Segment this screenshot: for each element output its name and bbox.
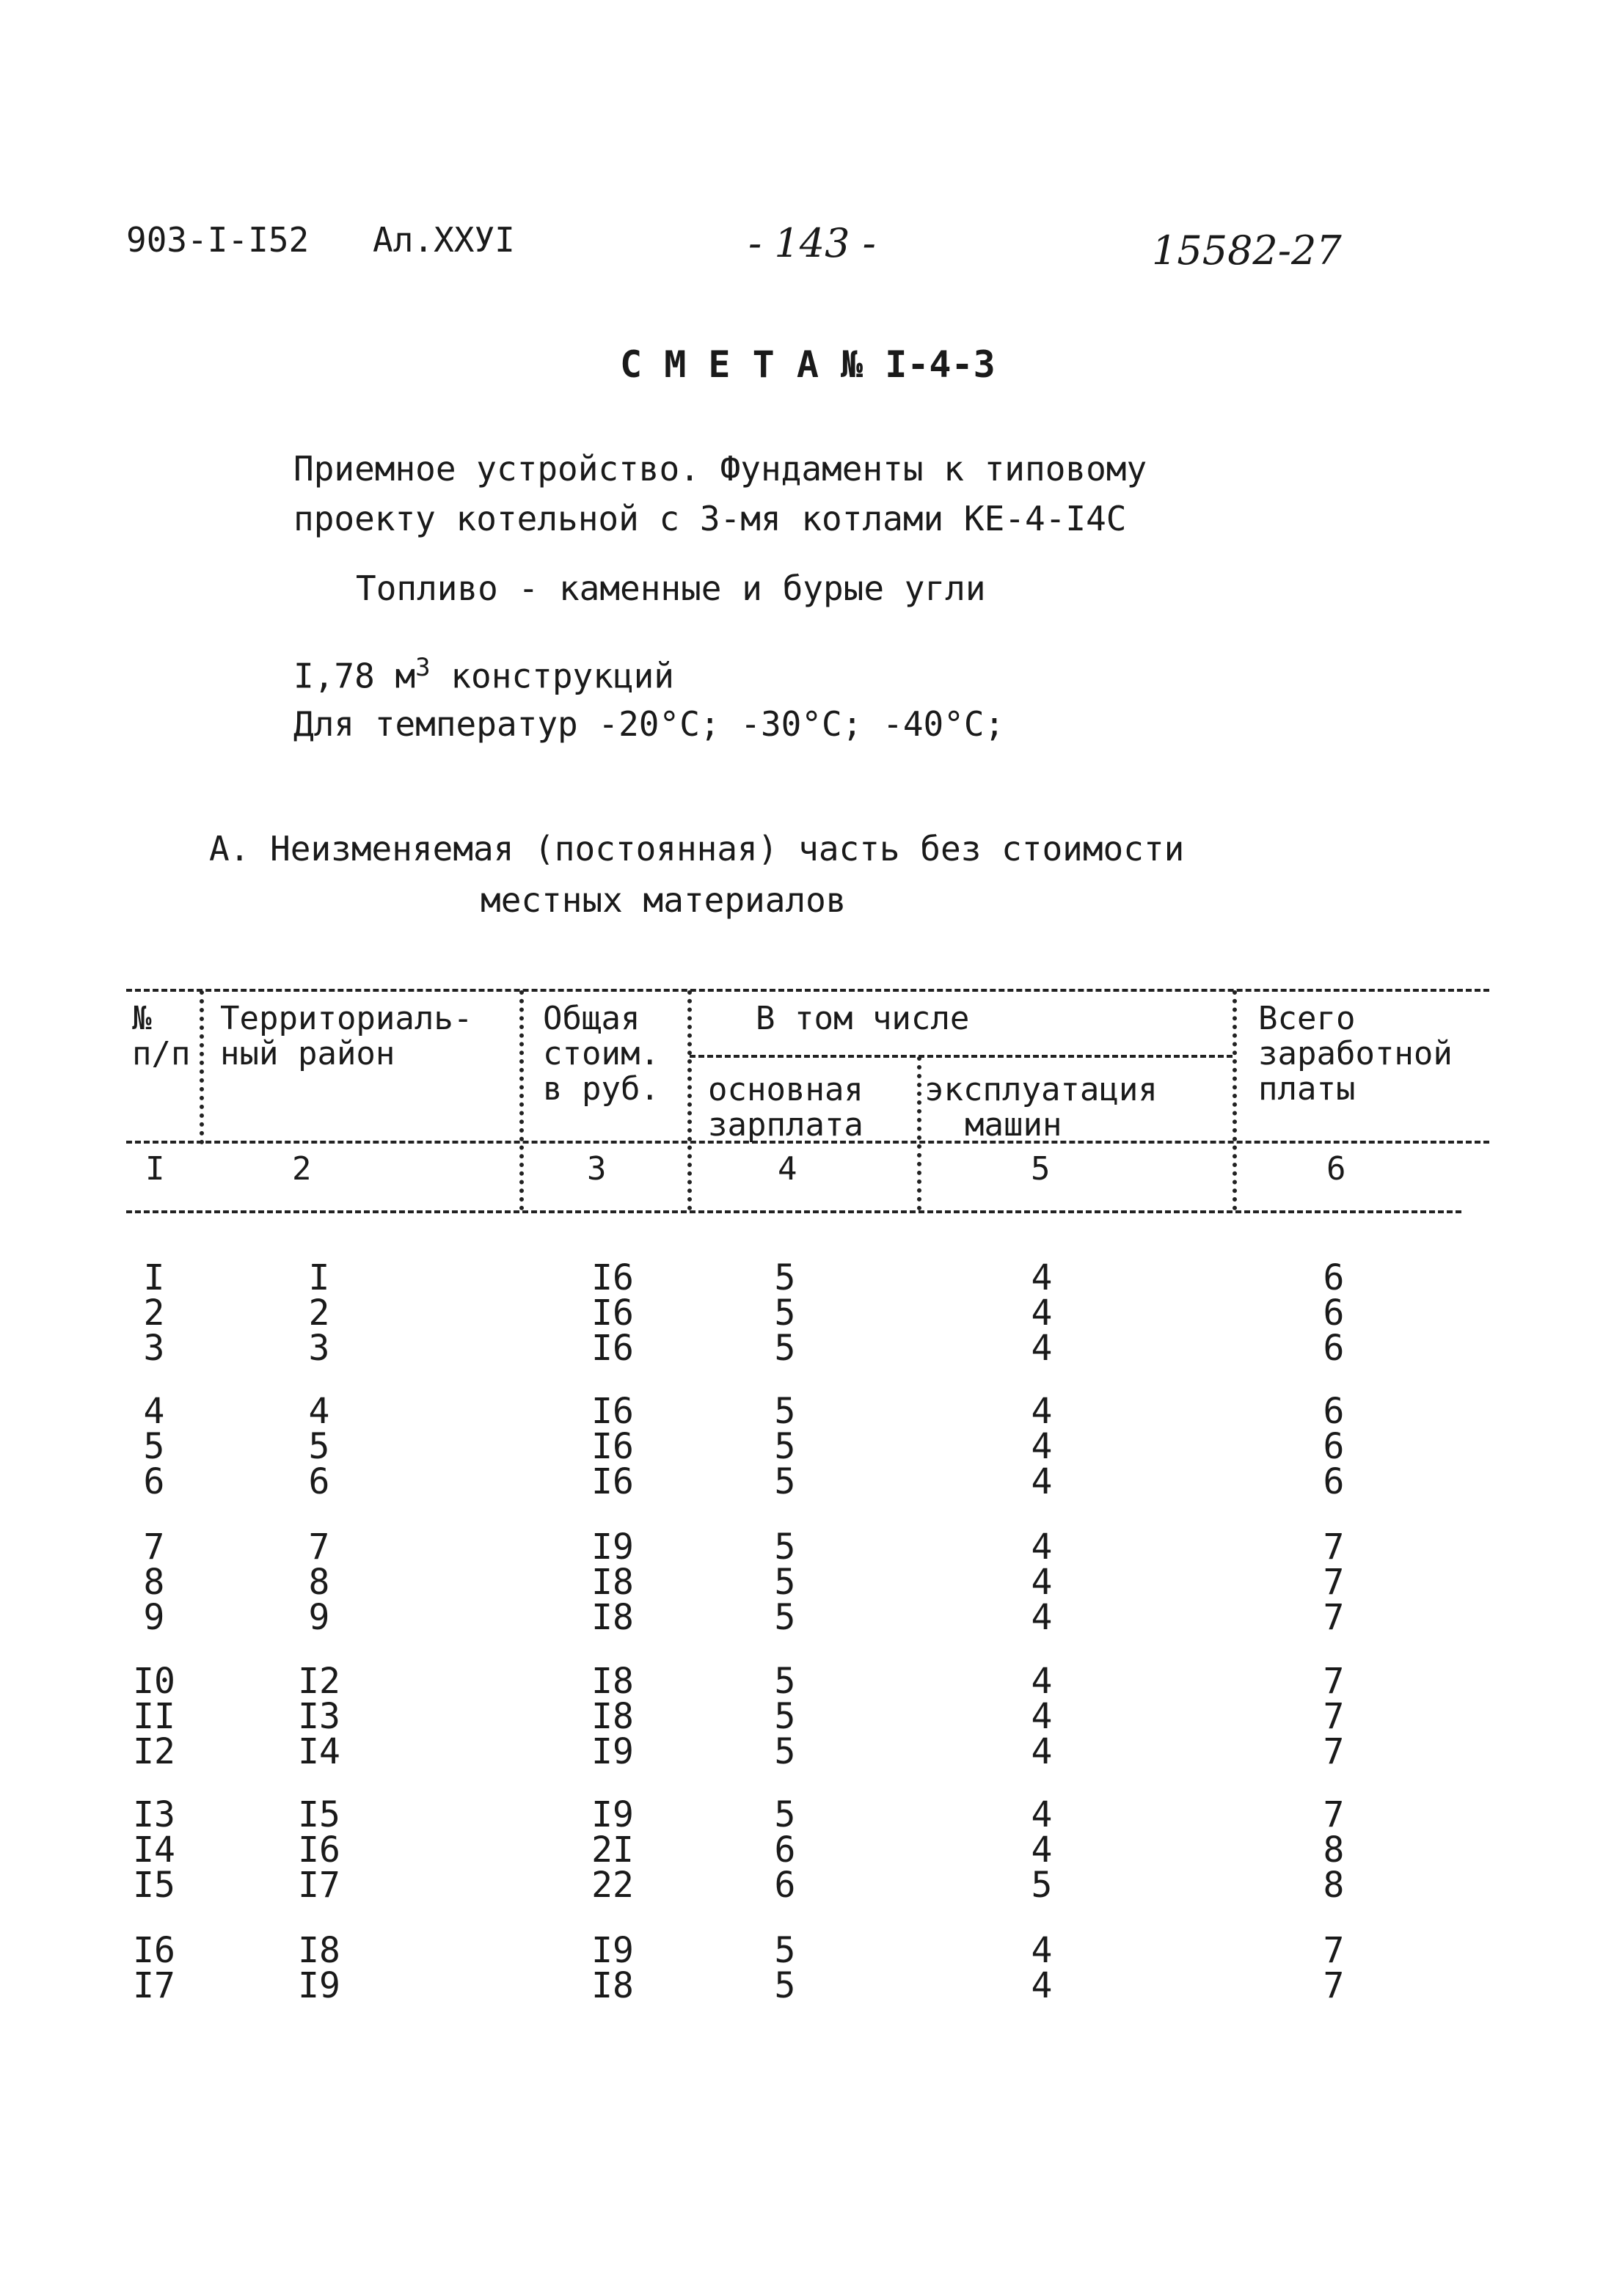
territorial-region-column-group (279, 1794, 359, 1906)
total-cost-cell: I6 (591, 1328, 634, 1369)
description-line-1: Приемное устройство. Фундаменты к типовому (293, 449, 1147, 489)
territorial-region-cell: 9 (308, 1597, 330, 1638)
total-wages-column-group (1304, 1661, 1363, 1772)
territorial-region-cell: 3 (308, 1328, 330, 1369)
volume-line (293, 653, 674, 695)
total-cost-cell: 2I (591, 1829, 634, 1871)
row-number-column-group (125, 1257, 183, 1369)
total-cost-cell: I9 (591, 1794, 634, 1835)
section-heading-line-1: А. Неизменяемая (постоянная) часть без стоимости (209, 829, 1185, 869)
section-heading-line-2: местных материалов (481, 880, 847, 920)
base-salary-cell: 5 (774, 1391, 796, 1432)
territorial-region-cell: 8 (308, 1562, 330, 1603)
total-cost-column-group (572, 1661, 653, 1772)
page-number: - 143 - (748, 220, 876, 266)
total-wages-cell: 7 (1323, 1527, 1345, 1568)
total-cost-cell: I6 (591, 1257, 634, 1298)
total-wages-cell: 7 (1323, 1965, 1345, 2006)
machine-operation-cell: 4 (1031, 1965, 1053, 2006)
row-number-cell: 8 (143, 1562, 165, 1603)
base-salary-cell: 5 (774, 1426, 796, 1467)
fuel-line: Топливо - каменные и бурые угли (356, 568, 986, 608)
album-number: Ал.XXУI (373, 220, 515, 260)
column-number: I (145, 1150, 165, 1188)
row-number-column-group (125, 1527, 183, 1638)
header-text: стоим. (543, 1035, 660, 1072)
total-wages-cell: 8 (1323, 1865, 1345, 1906)
machine-operation-cell: 4 (1031, 1794, 1053, 1835)
header-text: платы (1258, 1070, 1356, 1108)
row-number-cell: 6 (143, 1461, 165, 1502)
territorial-region-cell: I2 (298, 1661, 340, 1702)
header-text: Территориаль- (220, 1000, 473, 1037)
header-group-including: В том числе (756, 1000, 970, 1037)
row-number-column-group (125, 1661, 183, 1772)
territorial-region-column-group (279, 1930, 359, 2006)
machine-operation-cell: 4 (1031, 1597, 1053, 1638)
header-text: заработной (1258, 1035, 1453, 1072)
header-text: № (132, 1000, 152, 1037)
total-wages-column-group (1304, 1794, 1363, 1906)
column-separator (200, 990, 204, 1144)
base-salary-cell: 5 (774, 1257, 796, 1298)
column-separator (687, 990, 692, 1210)
total-cost-column-group (572, 1391, 653, 1502)
total-cost-cell: I8 (591, 1562, 634, 1603)
total-cost-cell: I8 (591, 1696, 634, 1737)
machine-operation-cell: 4 (1031, 1293, 1053, 1334)
territorial-region-column-group (279, 1391, 359, 1502)
base-salary-cell: 5 (774, 1293, 796, 1334)
total-wages-cell: 8 (1323, 1829, 1345, 1871)
row-number-cell: 4 (143, 1391, 165, 1432)
row-number-column-group (125, 1930, 183, 2006)
territorial-region-cell: I (308, 1257, 330, 1298)
total-cost-cell: I8 (591, 1661, 634, 1702)
header-col-machines (924, 1072, 1158, 1143)
total-cost-cell: I9 (591, 1930, 634, 1971)
total-wages-column-group (1304, 1257, 1363, 1369)
territorial-region-cell: 4 (308, 1391, 330, 1432)
column-separator (519, 990, 524, 1210)
territorial-region-cell: I9 (298, 1965, 340, 2006)
total-cost-column-group (572, 1930, 653, 2006)
row-number-cell: 7 (143, 1527, 165, 1568)
machine-operation-cell: 4 (1031, 1661, 1053, 1702)
header-col-base-salary (708, 1072, 863, 1143)
machine-operation-column-group (1012, 1257, 1071, 1369)
machine-operation-cell: 4 (1031, 1426, 1053, 1467)
total-cost-column-group (572, 1527, 653, 1638)
territorial-region-column-group (279, 1527, 359, 1638)
total-wages-column-group (1304, 1527, 1363, 1638)
row-number-cell: 2 (143, 1293, 165, 1334)
machine-operation-cell: 4 (1031, 1731, 1053, 1772)
header-text: эксплуатация (924, 1071, 1158, 1108)
base-salary-column-group (756, 1527, 814, 1638)
territorial-region-cell: I6 (298, 1829, 340, 1871)
total-wages-cell: 7 (1323, 1661, 1345, 1702)
header-text: п/п (132, 1035, 191, 1072)
machine-operation-cell: 4 (1031, 1461, 1053, 1502)
territorial-region-cell: 7 (308, 1527, 330, 1568)
total-cost-cell: I6 (591, 1461, 634, 1502)
machine-operation-cell: 4 (1031, 1328, 1053, 1369)
total-cost-column-group (572, 1794, 653, 1906)
volume-value: I,78 м (293, 656, 416, 696)
machine-operation-cell: 4 (1031, 1562, 1053, 1603)
machine-operation-column-group (1012, 1930, 1071, 2006)
territorial-region-cell: 5 (308, 1426, 330, 1467)
column-number: 3 (587, 1150, 607, 1188)
territorial-region-cell: 2 (308, 1293, 330, 1334)
territorial-region-cell: I4 (298, 1731, 340, 1772)
description-line-2: проекту котельной с 3-мя котлами КЕ-4-I4С (293, 499, 1127, 538)
header-col-region (220, 1001, 472, 1072)
total-cost-cell: I6 (591, 1391, 634, 1432)
column-number: 5 (1031, 1150, 1051, 1188)
row-number-cell: 3 (143, 1328, 165, 1369)
total-cost-cell: I9 (591, 1731, 634, 1772)
doc-number: 15582-27 (1152, 227, 1342, 274)
machine-operation-column-group (1012, 1794, 1071, 1906)
page-title: С М Е Т А № I-4-3 (620, 343, 996, 386)
territorial-region-cell: I7 (298, 1865, 340, 1906)
column-separator (917, 1056, 921, 1210)
territorial-region-cell: I8 (298, 1930, 340, 1971)
row-number-cell: I3 (133, 1794, 175, 1835)
total-wages-column-group (1304, 1930, 1363, 2006)
group-header-rule (690, 1055, 1233, 1058)
machine-operation-column-group (1012, 1391, 1071, 1502)
header-col-number (132, 1001, 190, 1072)
machine-operation-cell: 4 (1031, 1527, 1053, 1568)
total-wages-cell: 7 (1323, 1731, 1345, 1772)
header-text: основная (708, 1071, 863, 1108)
volume-superscript: 3 (415, 653, 431, 682)
total-wages-cell: 6 (1323, 1426, 1345, 1467)
base-salary-cell: 5 (774, 1562, 796, 1603)
header-text: Общая (543, 1000, 640, 1037)
base-salary-cell: 5 (774, 1328, 796, 1369)
base-salary-column-group (756, 1391, 814, 1502)
total-wages-cell: 6 (1323, 1391, 1345, 1432)
base-salary-cell: 5 (774, 1930, 796, 1971)
header-text: машин (965, 1106, 1062, 1144)
row-number-cell: 5 (143, 1426, 165, 1467)
total-wages-cell: 6 (1323, 1293, 1345, 1334)
row-number-cell: I2 (133, 1731, 175, 1772)
total-wages-cell: 7 (1323, 1597, 1345, 1638)
total-wages-cell: 6 (1323, 1328, 1345, 1369)
base-salary-cell: 5 (774, 1731, 796, 1772)
temperature-line: Для температур -20°С; -30°С; -40°С; (293, 704, 1005, 744)
row-number-column-group (125, 1391, 183, 1502)
machine-operation-cell: 4 (1031, 1696, 1053, 1737)
base-salary-cell: 5 (774, 1661, 796, 1702)
total-cost-cell: 22 (591, 1865, 634, 1906)
column-number: 4 (778, 1150, 797, 1188)
machine-operation-cell: 4 (1031, 1257, 1053, 1298)
base-salary-cell: 5 (774, 1597, 796, 1638)
header-text: в руб. (543, 1070, 660, 1108)
base-salary-cell: 6 (774, 1865, 796, 1906)
base-salary-column-group (756, 1257, 814, 1369)
base-salary-cell: 5 (774, 1461, 796, 1502)
total-cost-cell: I6 (591, 1426, 634, 1467)
territorial-region-cell: I5 (298, 1794, 340, 1835)
total-wages-cell: 6 (1323, 1461, 1345, 1502)
territorial-region-column-group (279, 1257, 359, 1369)
row-number-cell: I4 (133, 1829, 175, 1871)
base-salary-column-group (756, 1661, 814, 1772)
territorial-region-cell: I3 (298, 1696, 340, 1737)
base-salary-cell: 5 (774, 1527, 796, 1568)
total-cost-column-group (572, 1257, 653, 1369)
row-number-column-group (125, 1794, 183, 1906)
row-number-cell: II (133, 1696, 175, 1737)
machine-operation-cell: 4 (1031, 1930, 1053, 1971)
column-number: 2 (292, 1150, 312, 1188)
row-number-cell: I5 (133, 1865, 175, 1906)
machine-operation-cell: 5 (1031, 1865, 1053, 1906)
machine-operation-column-group (1012, 1527, 1071, 1638)
row-number-cell: I7 (133, 1965, 175, 2006)
total-cost-cell: I8 (591, 1965, 634, 2006)
row-number-cell: I0 (133, 1661, 175, 1702)
row-number-cell: I (143, 1257, 165, 1298)
volume-unit: конструкций (430, 656, 674, 696)
total-cost-cell: I8 (591, 1597, 634, 1638)
row-number-cell: 9 (143, 1597, 165, 1638)
base-salary-cell: 5 (774, 1965, 796, 2006)
territorial-region-cell: 6 (308, 1461, 330, 1502)
machine-operation-cell: 4 (1031, 1829, 1053, 1871)
total-wages-cell: 7 (1323, 1930, 1345, 1971)
machine-operation-column-group (1012, 1661, 1071, 1772)
base-salary-cell: 5 (774, 1794, 796, 1835)
total-wages-cell: 7 (1323, 1696, 1345, 1737)
base-salary-cell: 5 (774, 1696, 796, 1737)
header-col-total-cost (543, 1001, 660, 1107)
column-number: 6 (1326, 1150, 1346, 1188)
total-wages-cell: 7 (1323, 1562, 1345, 1603)
doc-code: 903-I-I52 (126, 220, 310, 260)
total-wages-cell: 7 (1323, 1794, 1345, 1835)
header-text: зарплата (708, 1106, 863, 1144)
table-top-rule (126, 989, 1489, 992)
machine-operation-cell: 4 (1031, 1391, 1053, 1432)
column-number-rule (126, 1210, 1461, 1213)
header-text: Всего (1258, 1000, 1356, 1037)
total-wages-column-group (1304, 1391, 1363, 1502)
base-salary-cell: 6 (774, 1829, 796, 1871)
total-cost-cell: I9 (591, 1527, 634, 1568)
header-col-total-wages (1258, 1001, 1453, 1107)
base-salary-column-group (756, 1794, 814, 1906)
base-salary-column-group (756, 1930, 814, 2006)
total-cost-cell: I6 (591, 1293, 634, 1334)
total-wages-cell: 6 (1323, 1257, 1345, 1298)
row-number-cell: I6 (133, 1930, 175, 1971)
territorial-region-column-group (279, 1661, 359, 1772)
header-text: ный район (220, 1035, 395, 1072)
column-separator (1233, 990, 1237, 1210)
